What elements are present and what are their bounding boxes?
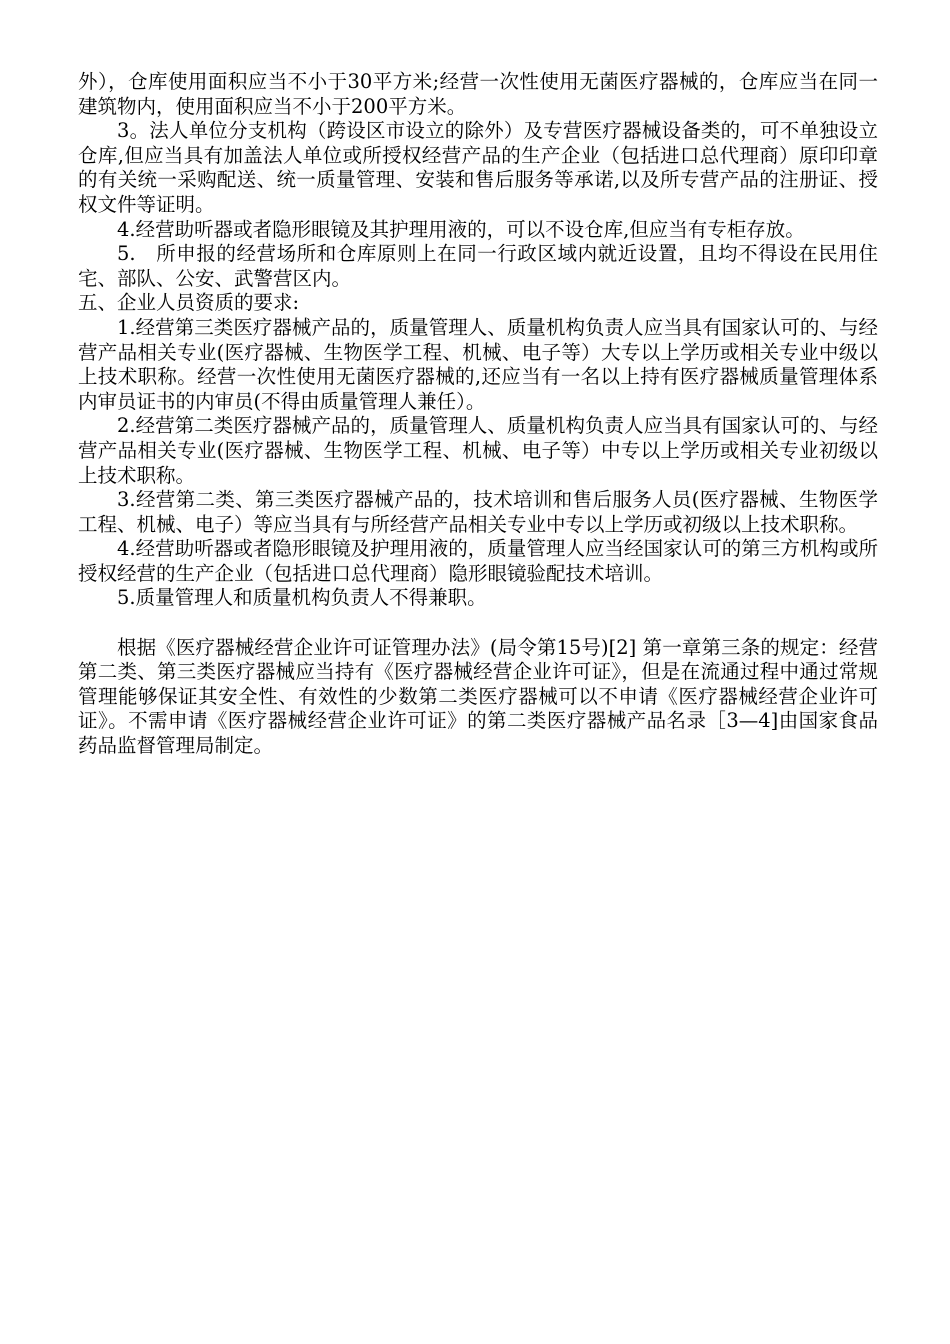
paragraph-item-4-hearing-aid: 4.经营助听器或者隐形眼镜及其护理用液的，可以不设仓库,但应当有专柜存放。	[117, 217, 805, 241]
paragraph-item-5-location: 5. 所申报的经营场所和仓库原则上在同一行政区域内就近设置，且均不得设在民用住宅、部队、公安、武警营区内。	[78, 242, 878, 290]
paragraph-warehouse-area: 外），仓库使用面积应当不小于30平方米;经营一次性使用无菌医疗器械的，仓库应当在同一建筑物内，使用面积应当不小于200平方米。	[78, 70, 878, 118]
paragraph-regulation: 根据《医疗器械经营企业许可证管理办法》(局令第15号)[2] 第一章第三条的规定：经营第二类、第三类医疗器械应当持有《医疗器械经营企业许可证》，但是在流通过程中通过常规管理能够保证其安全性、有效性的少数第二类医疗器械可以不申请《医疗器械经营企业许可证》。不需申请《医疗器械经营企业许可证》的第二类医疗器械产品名录［3—4]由国家食品药品监督管理局制定。	[78, 635, 878, 758]
paragraph-personnel-4: 4.经营助听器或者隐形眼镜及护理用液的，质量管理人应当经国家认可的第三方机构或所授权经营的生产企业（包括进口总代理商）隐形眼镜验配技术培训。	[78, 537, 878, 585]
paragraph-item-3-branch: 3。法人单位分支机构（跨设区市设立的除外）及专营医疗器械设备类的，可不单独设立仓库,但应当具有加盖法人单位或所授权经营产品的生产企业（包括进口总代理商）原印印章的有关统一采购配送、统一质量管理、安装和售后服务等承诺,以及所专营产品的注册证、授权文件等证明。	[78, 119, 878, 216]
document-page	[78, 70, 878, 759]
paragraph-personnel-5: 5.质量管理人和质量机构负责人不得兼职。	[117, 586, 487, 610]
section-heading-personnel: 五、企业人员资质的要求:	[78, 291, 300, 315]
paragraph-personnel-1: 1.经营第三类医疗器械产品的，质量管理人、质量机构负责人应当具有国家认可的、与经营产品相关专业(医疗器械、生物医学工程、机械、电子等）大专以上学历或相关专业中级以上技术职称。经营一次性使用无菌医疗器械的,还应当有一名以上持有医疗器械质量管理体系内审员证书的内审员(不得由质量管理人兼任）。	[78, 315, 878, 413]
paragraph-personnel-2: 2.经营第二类医疗器械产品的，质量管理人、质量机构负责人应当具有国家认可的、与经营产品相关专业(医疗器械、生物医学工程、机械、电子等）中专以上学历或相关专业初级以上技术职称。	[78, 414, 878, 487]
paragraph-personnel-3: 3.经营第二类、第三类医疗器械产品的，技术培训和售后服务人员(医疗器械、生物医学工程、机械、电子）等应当具有与所经营产品相关专业中专以上学历或初级以上技术职称。	[78, 488, 878, 536]
paragraph-spacer	[78, 611, 878, 636]
